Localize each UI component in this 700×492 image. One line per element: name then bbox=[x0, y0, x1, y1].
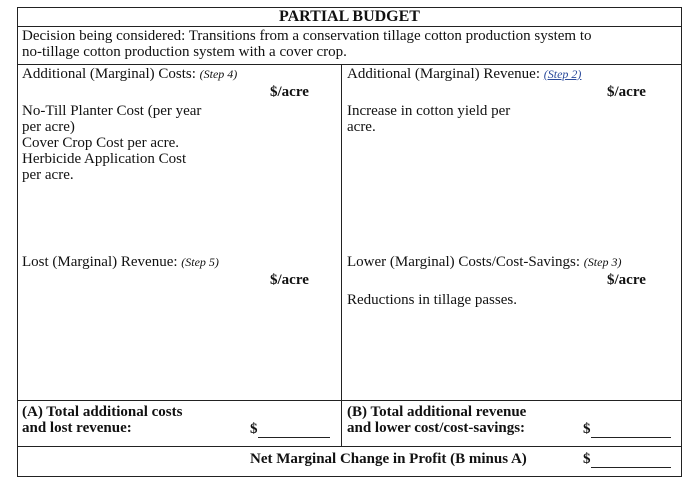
lower-costs-unit: $/acre bbox=[607, 272, 646, 288]
lower-costs-heading bbox=[347, 254, 621, 270]
savings-item: Reductions in tillage passes. bbox=[347, 292, 517, 308]
additional-revenue-label: Additional (Marginal) Revenue: bbox=[347, 66, 541, 82]
cost-item: Herbicide Application Cost bbox=[22, 151, 187, 167]
revenue-item: acre. bbox=[347, 119, 376, 135]
total-b-currency: $ bbox=[583, 421, 591, 437]
additional-revenue-unit: $/acre bbox=[607, 84, 646, 100]
cost-item: per acre) bbox=[22, 119, 75, 135]
total-b-line-2: and lower cost/cost-savings: bbox=[347, 420, 526, 436]
total-a-field[interactable] bbox=[250, 421, 330, 438]
total-a-line-2: and lost revenue: bbox=[22, 420, 132, 436]
total-b-label bbox=[347, 404, 526, 436]
total-b-field[interactable] bbox=[583, 421, 671, 438]
net-blank[interactable] bbox=[591, 451, 671, 468]
additional-revenue-step: (Step 2) bbox=[543, 67, 582, 81]
partial-budget-table bbox=[17, 7, 682, 477]
total-b-blank[interactable] bbox=[591, 421, 671, 438]
divider-columns bbox=[341, 64, 342, 446]
additional-revenue-items bbox=[347, 103, 510, 135]
lost-revenue-step: (Step 5) bbox=[181, 255, 219, 269]
lost-revenue-heading bbox=[22, 254, 219, 270]
total-a-currency: $ bbox=[250, 421, 258, 437]
additional-costs-step: (Step 4) bbox=[199, 67, 238, 81]
decision-line-2: no-tillage cotton production system with a cover crop. bbox=[22, 44, 347, 60]
divider-decision bbox=[18, 64, 681, 65]
lost-revenue-label: Lost (Marginal) Revenue: bbox=[22, 254, 178, 270]
additional-costs-label: Additional (Marginal) Costs: bbox=[22, 66, 196, 82]
divider-net bbox=[18, 446, 681, 447]
cost-item: No-Till Planter Cost (per year bbox=[22, 103, 202, 119]
net-change-label: Net Marginal Change in Profit (B minus A) bbox=[250, 451, 527, 467]
lower-costs-step: (Step 3) bbox=[583, 255, 622, 269]
decision-text bbox=[22, 28, 677, 60]
divider-totals bbox=[18, 400, 681, 401]
total-a-line-1: (A) Total additional costs bbox=[22, 404, 183, 420]
cost-item: per acre. bbox=[22, 167, 74, 183]
decision-line-1: Decision being considered: Transitions from a conservation tillage cotton production system to bbox=[22, 28, 592, 44]
total-b-line-1: (B) Total additional revenue bbox=[347, 404, 527, 420]
lower-costs-label: Lower (Marginal) Costs/Cost-Savings: bbox=[347, 254, 581, 270]
net-change-field[interactable] bbox=[583, 451, 671, 468]
additional-costs-unit: $/acre bbox=[270, 84, 309, 100]
divider-title bbox=[18, 26, 681, 27]
total-a-label bbox=[22, 404, 182, 436]
additional-costs-items bbox=[22, 103, 201, 183]
total-a-blank[interactable] bbox=[258, 421, 330, 438]
revenue-item: Increase in cotton yield per bbox=[347, 103, 511, 119]
additional-costs-heading bbox=[22, 66, 237, 82]
cost-item: Cover Crop Cost per acre. bbox=[22, 135, 180, 151]
net-currency: $ bbox=[583, 451, 591, 467]
additional-revenue-heading bbox=[347, 66, 581, 82]
lower-costs-items bbox=[347, 292, 517, 308]
page-title: PARTIAL BUDGET bbox=[279, 8, 420, 25]
lost-revenue-unit: $/acre bbox=[270, 272, 309, 288]
